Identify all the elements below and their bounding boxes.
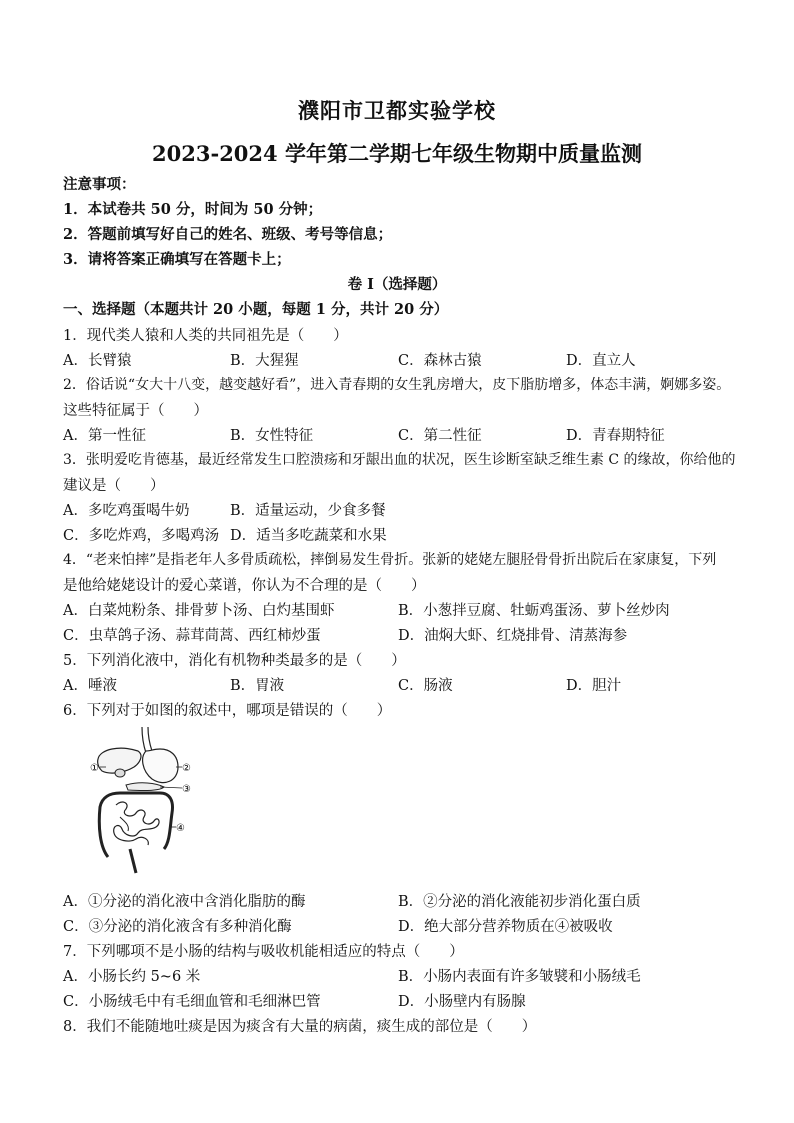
question-6-stem: 6．下列对于如图的叙述中，哪项是错误的（ ） <box>63 703 392 719</box>
question-2-stem-line2: 这些特征属于（ ） <box>63 403 208 419</box>
q1-option-b: B．大猩猩 <box>230 353 299 369</box>
question-4-stem-line2: 是他给姥姥设计的爱心菜谱，你认为不合理的是（ ） <box>63 578 426 594</box>
note-item-1: 1．本试卷共 50 分，时间为 50 分钟； <box>63 201 323 218</box>
small-intestine-shape <box>114 802 159 845</box>
q6-option-b: B．②分泌的消化液能初步消化蛋白质 <box>398 894 641 910</box>
q3-option-b: B．适量运动，少食多餐 <box>230 503 386 519</box>
q2-option-c: C．第二性征 <box>398 428 482 444</box>
q4-option-a: A．白菜炖粉条、排骨萝卜汤、白灼基围虾 <box>63 603 335 619</box>
q6-option-d: D．绝大部分营养物质在④被吸收 <box>398 919 613 935</box>
q2-option-b: B．女性特征 <box>230 428 314 444</box>
digestive-system-figure <box>90 727 200 877</box>
question-1-stem: 1．现代类人猿和人类的共同祖先是（ ） <box>63 328 348 344</box>
notes-title: 注意事项： <box>63 176 136 193</box>
q2-option-d: D．青春期特征 <box>566 428 665 444</box>
question-2-stem-line1: 2．俗话说“女大十八变，越变越好看”，进入青春期的女生乳房增大，皮下脂肪增多，体态丰满，婀娜多姿。 <box>63 377 731 393</box>
exam-title: 2023-2024 学年第二学期七年级生物期中质量监测 <box>152 141 642 166</box>
q1-option-d: D．直立人 <box>566 353 636 369</box>
question-5-stem: 5．下列消化液中，消化有机物种类最多的是（ ） <box>63 653 406 669</box>
stomach-shape <box>143 749 178 783</box>
pancreas-shape <box>126 783 164 791</box>
q1-option-c: C．森林古猿 <box>398 353 482 369</box>
section-heading: 一、选择题（本题共计 20 小题，每题 1 分，共计 20 分） <box>63 301 449 318</box>
q5-option-b: B．胃液 <box>230 678 285 694</box>
section-title: 卷 I（选择题） <box>347 276 447 293</box>
q1-option-a: A．长臂猿 <box>63 353 132 369</box>
q4-option-b: B．小葱拌豆腐、牡蛎鸡蛋汤、萝卜丝炒肉 <box>398 603 670 619</box>
q7-option-d: D．小肠壁内有肠腺 <box>398 994 526 1010</box>
figure-label-4: ④ <box>176 823 185 834</box>
q6-option-a: A．①分泌的消化液中含消化脂肪的酶 <box>63 894 306 910</box>
note-item-2: 2．答题前填写好自己的姓名、班级、考号等信息； <box>63 226 393 243</box>
large-intestine-shape <box>99 793 172 857</box>
q3-option-a: A．多吃鸡蛋喝牛奶 <box>63 503 190 519</box>
figure-label-2: ② <box>182 763 191 774</box>
question-8-stem: 8．我们不能随地吐痰是因为痰含有大量的病菌，痰生成的部位是（ ） <box>63 1019 537 1035</box>
q3-option-c: C．多吃炸鸡，多喝鸡汤 <box>63 528 220 544</box>
figure-label-3: ③ <box>182 784 191 795</box>
q5-option-a: A．唾液 <box>63 678 117 694</box>
question-3-stem-line1: 3．张明爱吃肯德基，最近经常发生口腔溃疡和牙龈出血的状况，医生诊断室缺乏维生素 C 的缘故，你给他的 <box>63 452 736 468</box>
figure-label-1: ① <box>90 763 99 774</box>
q2-option-a: A．第一性征 <box>63 428 146 444</box>
question-3-stem-line2: 建议是（ ） <box>63 478 165 494</box>
q4-option-c: C．虫草鸽子汤、蒜茸茼蒿、西红柿炒蛋 <box>63 628 321 644</box>
question-7-stem: 7．下列哪项不是小肠的结构与吸收机能相适应的特点（ ） <box>63 944 464 960</box>
q5-option-d: D．胆汁 <box>566 678 622 694</box>
q3-option-d: D．适当多吃蔬菜和水果 <box>230 528 387 544</box>
q7-option-b: B．小肠内表面有许多皱襞和小肠绒毛 <box>398 969 641 985</box>
q4-option-d: D．油焖大虾、红烧排骨、清蒸海参 <box>398 628 628 644</box>
note-item-3: 3．请将答案正确填写在答题卡上； <box>63 251 291 268</box>
question-4-stem-line1: 4．“老来怕摔”是指老年人多骨质疏松，摔倒易发生骨折。张新的姥姥左腿胫骨骨折出院后在家康复，下列 <box>63 552 717 568</box>
q6-option-c: C．③分泌的消化液含有多种消化酶 <box>63 919 292 935</box>
q7-option-a: A．小肠长约 5~6 米 <box>63 969 201 985</box>
q5-option-c: C．肠液 <box>398 678 453 694</box>
q7-option-c: C．小肠绒毛中有毛细血管和毛细淋巴管 <box>63 994 321 1010</box>
school-title: 濮阳市卫都实验学校 <box>298 98 496 123</box>
